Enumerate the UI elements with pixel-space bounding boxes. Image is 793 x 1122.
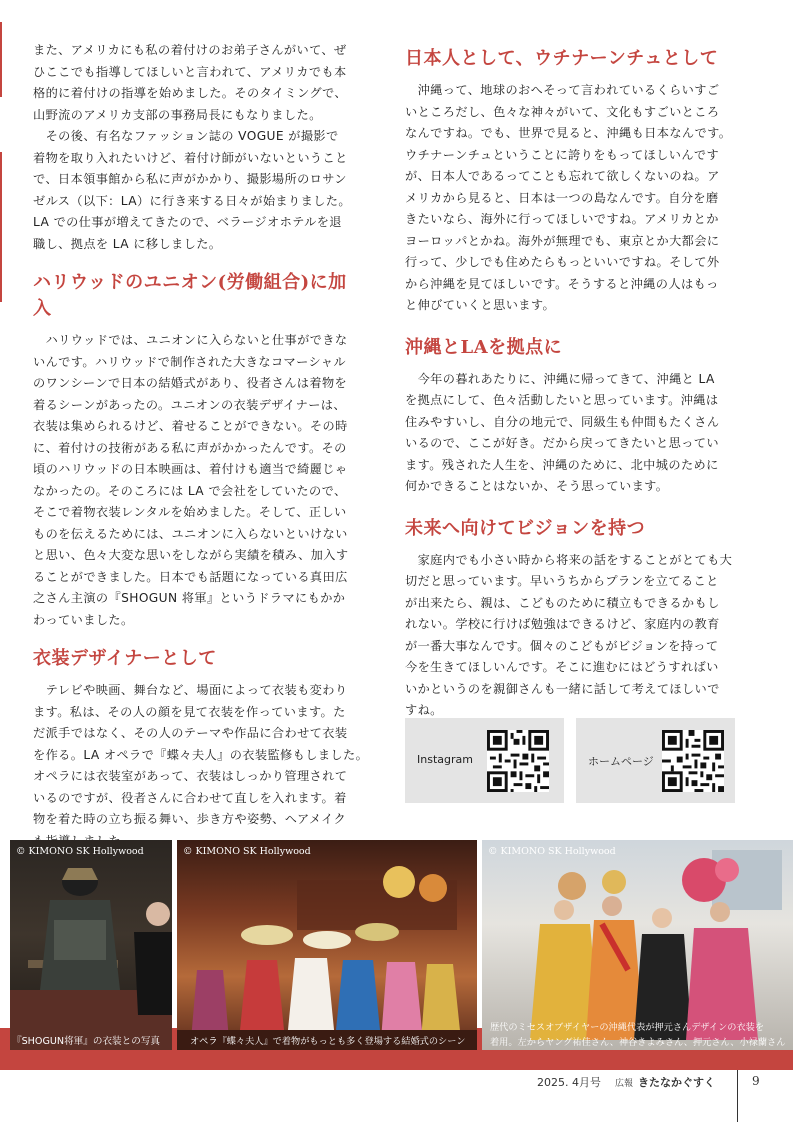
publication-name: きたなかぐすく [638,1076,716,1089]
publication-prefix: 広報 [615,1079,634,1089]
footer-issue: 2025. 4月号 [537,1076,601,1089]
heading-future-vision: 未来へ向けてビジョンを持つ [405,517,646,539]
footer-divider [737,1070,738,1122]
text-line: LA での仕事が増えてきたので、ベラージオホテルを退 [33,215,342,229]
text-line: ます。残された人生を、沖縄のために、北中城のために [405,457,719,472]
text-line: いるのですが、役者さんに合わせて直しを入れます。着 [33,790,347,805]
text-line: だ派手ではなく、その人のテーマや作品に合わせて衣装 [33,726,348,740]
right-column [405,46,735,722]
text-line: が出来たら、親は、こどものために積立もできるかもし [405,595,720,610]
text-line: いるので、ここが好き。だから戻ってきたいと思ってい [405,436,719,450]
text-line: 今年の暮れあたりに、沖縄に帰ってきて、沖縄と LA [405,371,715,386]
text-line: オペラには衣装室があって、衣装はしっかり管理されて [33,769,348,783]
text-line: その後、有名なファッション誌の VOGUE が撮影で [33,129,339,143]
photo-shogun-costume [10,840,172,1050]
text-line: いところだし、色々な神々がいて、文化もすごいところ [405,104,720,119]
text-line: テレビや映画、舞台など、場面によって衣装も変わり [33,683,348,697]
photo-credit: © KIMONO SK Hollywood [488,846,616,857]
text-line: ゼルス（以下：LA）に行き来する日々が始まりました。 [33,193,351,208]
text-line: 職し、拠点を LA に移しました。 [33,236,222,251]
edge-marker-middle [0,152,2,302]
caption-shogun [12,1034,160,1049]
text-line: と思い、色々大変な思いをしながら実績を積み、加入す [33,548,349,562]
text-line: ひここでも指導してほしいと言われて、アメリカでも本 [33,64,347,79]
heading-costume-designer: 衣装デザイナーとして [33,648,217,669]
text-line: を作る。LA オペラで『蝶々夫人』の衣装監修もしました。 [33,747,369,762]
left-column [33,40,369,852]
text-line: 切だと思っています。早いうちからプランを立てること [405,574,719,588]
text-line: なんですね。でも、世界で見ると、沖縄も日本なんです。 [405,126,732,140]
text-line: ハリウッドでは、ユニオンに入らないと仕事ができな [33,333,348,347]
caption-opera [190,1034,465,1049]
instagram-label: Instagram [417,753,473,766]
future-paragraph [405,550,735,722]
text-line: 着るシーンがあったの。ユニオンの衣装デザイナーは、 [33,397,346,412]
instagram-qr-panel[interactable] [405,718,564,803]
caption-line: オペラ『蝶々夫人』で着物がもっとも多く登場する結婚式のシーン [190,1036,466,1047]
photo-mrs-of-the-year [482,840,793,1050]
caption-line: 歴代のミセスオブザイヤーの沖縄代表が押元さんデザインの衣装を [490,1022,765,1033]
caption-line: 『SHOGUN将軍』の衣装との写真 [12,1036,161,1047]
homepage-label: ホームページ [588,755,654,768]
heading-hollywood-union: ハリウッドのユニオン(労働組合)に加入 [33,272,347,319]
base-paragraph [405,369,735,498]
photo-shogun-illustration [10,840,172,1050]
text-line: ヨーロッパとかね。海外が無理でも、東京とか大都会に [405,233,720,248]
text-line: 格的に着付けの指導を始めました。そのタイミングで、 [33,86,347,100]
edge-marker-top [0,22,2,97]
heading-uchinanchu: 日本人として、ウチナーンチュとして [405,48,719,69]
qr-code-icon[interactable] [662,730,724,792]
text-line: ます。私は、その人の顔を見て衣装を作っています。た [33,704,346,719]
heading-okinawa-la-base: 沖縄とLAを拠点に [405,336,563,358]
text-line: すね。 [405,703,443,717]
text-line: が一番大事なんです。個々のこどもがビジョンを持って [405,638,719,653]
text-line: きたいなら、海外に行ってほしいですね。アメリカとか [405,212,719,226]
text-line: から沖縄を見てほしいです。そうすると沖縄の人はもっ [405,276,719,291]
text-line: れない。学校に行けば勉強はできるけど、家庭内の教育 [405,617,720,631]
text-line: 家庭内でも小さい時から将来の話をすることがとても大 [405,552,733,567]
text-line: 物を着た時の立ち振る舞い、歩き方や姿勢、ヘアメイク [33,812,347,826]
caption-pageant [490,1020,785,1050]
photo-pageant-illustration [482,840,793,1050]
caption-line: 着用。左からヤング祐佳さん、神谷きよみさん、押元さん、小禄蘭さん [490,1037,786,1048]
text-line: また、アメリカにも私の着付けのお弟子さんがいて、ぜ [33,43,347,57]
text-line: と伸びていくと思います。 [405,298,556,312]
text-line: 何かできることはないか、そう思っています。 [405,479,669,493]
text-line: を拠点にして、色々活動したいと思っています。沖縄は [405,393,719,407]
text-line: 今を生きてほしいんです。そこに進むにはどうすればい [405,660,719,674]
text-line: 沖縄って、地球のおへそって言われているくらいすご [405,83,720,97]
text-line: わっていました。 [33,612,134,627]
text-line: で、日本領事館から私に声がかかり、撮影場所のロサン [33,172,347,186]
qr-code-icon[interactable] [487,730,549,792]
text-line: ることができました。日本でも話題になっている真田広 [33,569,348,584]
costume-paragraph [33,680,369,852]
okinawa-paragraph [405,80,735,317]
text-line: が、日本人であるってことも忘れて欲しくないのね。ア [405,169,720,183]
intro-paragraph [33,40,363,255]
text-line: 頃のハリウッドの日本映画は、着付けも適当で綺麗じゃ [33,462,348,476]
photo-credit: © KIMONO SK Hollywood [183,846,311,857]
text-line: 住みやすいし、自分の地元で、同級生も仲間もたくさん [405,414,720,429]
photo-credit: © KIMONO SK Hollywood [16,846,144,857]
text-line: 之さん主演の『SHOGUN 将軍』というドラマにもかか [33,591,346,605]
text-line: 山野流のアメリカ支部の事務局長にもなりました。 [33,107,322,122]
text-line: 行って、少しでも住めたらもっといいですね。そして外 [405,255,720,269]
text-line: そこで着物衣装レンタルを始めました。そして、正しい [33,505,347,519]
text-line: いんです。ハリウッドで制作された大きなコマーシャル [33,354,346,369]
footer-publication [615,1074,715,1090]
photo-madama-butterfly [177,840,477,1050]
text-line: ものを伝えるためには、ユニオンに入らないといけない [33,526,348,541]
text-line: なかったの。そのころには LA で会社をしていたので、 [33,483,347,498]
photo-opera-illustration [177,840,477,1050]
text-line: ウチナーンチュということに誇りをもってほしいんです [405,147,720,162]
text-line: 着物を取り入れたいけど、着付け師がいないということ [33,150,348,165]
text-line: に、着付けの技術がある私に声がかかったんです。その [33,440,347,455]
text-line: 衣装は集められるけど、着せることができない。その時 [33,419,348,433]
page-number: 9 [752,1074,760,1088]
homepage-qr-panel[interactable] [576,718,735,803]
union-paragraph [33,330,363,631]
text-line: いかというのを親御さんも一緒に話して考えてほしいで [405,681,720,696]
text-line: メリカから見ると、日本は一つの島なんです。自分を磨 [405,190,719,205]
text-line: のワンシーンで日本の結婚式があり、役者さんは着物を [33,376,348,390]
